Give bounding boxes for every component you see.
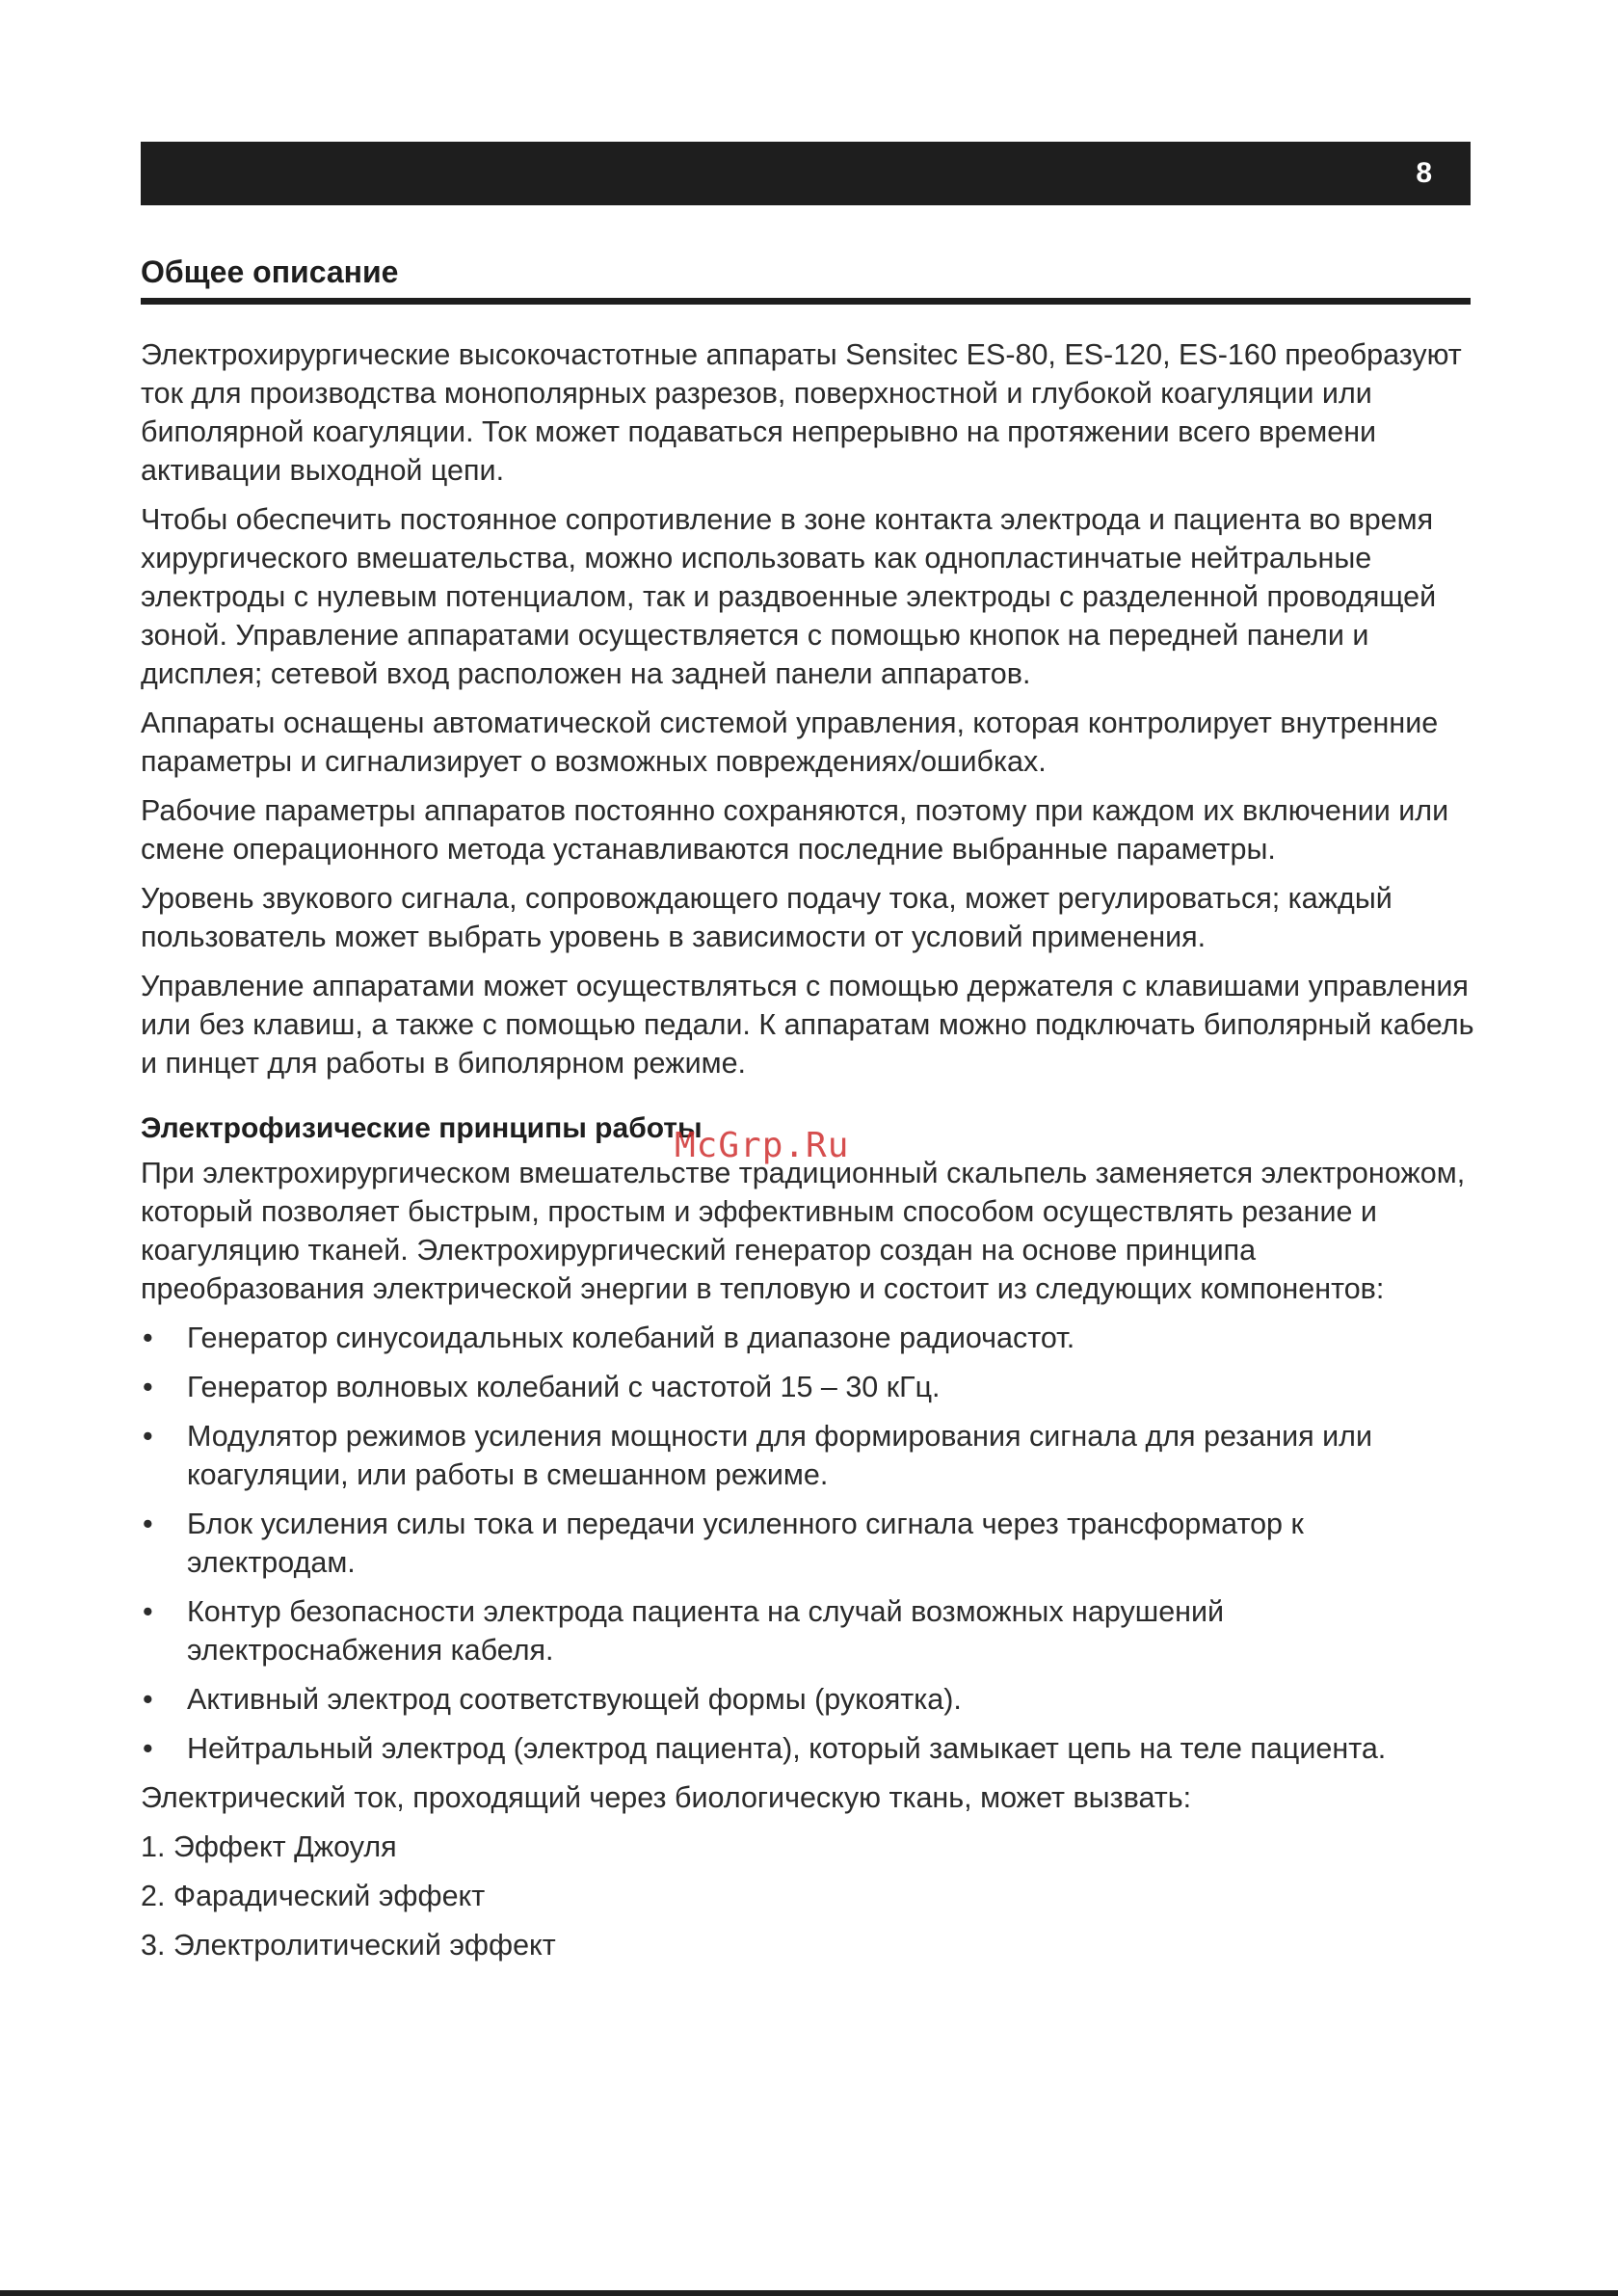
effects-intro: Электрический ток, проходящий через биологическую ткань, может вызвать: [141,1781,1192,1814]
list-item-text: Генератор синусоидальных колебаний в диапазоне радиочастот. [187,1322,1075,1354]
list-item-text: Активный электрод соответствующей формы (рукоятка). [187,1683,962,1716]
components-list [141,1319,1480,1768]
page-header-bar [141,142,1471,205]
list-item [141,1368,1480,1406]
paragraph: Аппараты оснащены автоматической системой управления, которая контролирует внутренние параметры и сигнализирует о возможных повреждениях/ошибках. [141,707,1439,778]
paragraph: Уровень звукового сигнала, сопровождающего подачу тока, может регулироваться; каждый пользователь может выбрать уровень в зависимости от условий применения. [141,882,1393,953]
page-number: 8 [1416,157,1432,189]
paragraph: Чтобы обеспечить постоянное сопротивление в зоне контакта электрода и пациента во время хирургического вмешательства, можно использовать как однопластинчатые нейтральные электроды с нулевым потенциалом, так и раздвоенные электроды с разделенной проводящей зоной. Управление аппаратами осуществляется с помощью кнопок на передней панели и дисплея; сетевой вход расположен на задней панели аппаратов. [141,503,1437,690]
list-item: 1. Эффект Джоуля [141,1830,397,1863]
list-item: 2. Фарадический эффект [141,1880,486,1912]
watermark-text: McGrp.Ru [675,1126,850,1165]
list-item-text: Контур безопасности электрода пациента на случай возможных нарушений электроснабжения кабеля. [187,1595,1225,1667]
paragraph: Электрохирургические высокочастотные аппараты Sensitec ES-80, ES-120, ES-160 преобразуют ток для производства монополярных разрезов, поверхностной и глубокой коагуляции или биполярной коагуляции. Ток может подаваться непрерывно на протяжении всего времени активации выходной цепи. [141,338,1462,487]
subsection-intro: При электрохирургическом вмешательстве традиционный скальпель заменяется электроножом, который позволяет быстрым, простым и эффективным способом осуществлять резание и коагуляцию тканей. Электрохирургический генератор создан на основе принципа преобразования электрической энергии в тепловую и состоит из следующих компонентов: [141,1157,1466,1305]
list-item [141,1729,1480,1768]
list-item: 3. Электролитический эффект [141,1929,556,1962]
list-item-text: Нейтральный электрод (электрод пациента), который замыкает цепь на теле пациента. [187,1732,1387,1765]
list-item [141,1505,1480,1582]
bullet-icon: • [143,1420,153,1453]
bullet-icon: • [143,1595,153,1628]
section-title: Общее описание [141,254,399,289]
list-item [141,1319,1480,1357]
bullet-icon: • [143,1371,153,1403]
paragraph: Управление аппаратами может осуществляться с помощью держателя с клавишами управления или без клавиш, а также с помощью педали. К аппаратам можно подключать биполярный кабель и пинцет для работы в биполярном режиме. [141,970,1474,1080]
list-item-text: Блок усиления силы тока и передачи усиленного сигнала через трансформатор к электродам. [187,1508,1304,1579]
bottom-edge-rule [0,2290,1618,2296]
bullet-icon: • [143,1322,153,1354]
list-item [141,1680,1480,1719]
effects-list [141,1828,1480,1964]
paragraph: Рабочие параметры аппаратов постоянно сохраняются, поэтому при каждом их включении или смене операционного метода устанавливаются последние выбранные параметры. [141,794,1449,866]
list-item [141,1417,1480,1494]
subsection-title: Электрофизические принципы работы [141,1112,703,1144]
section-divider [141,298,1471,305]
bullet-icon: • [143,1732,153,1765]
list-item-text: Модулятор режимов усиления мощности для формирования сигнала для резания или коагуляции, или работы в смешанном режиме. [187,1420,1372,1491]
bullet-icon: • [143,1683,153,1716]
list-item [141,1592,1480,1669]
list-item-text: Генератор волновых колебаний с частотой 15 – 30 кГц. [187,1371,941,1403]
bullet-icon: • [143,1508,153,1540]
